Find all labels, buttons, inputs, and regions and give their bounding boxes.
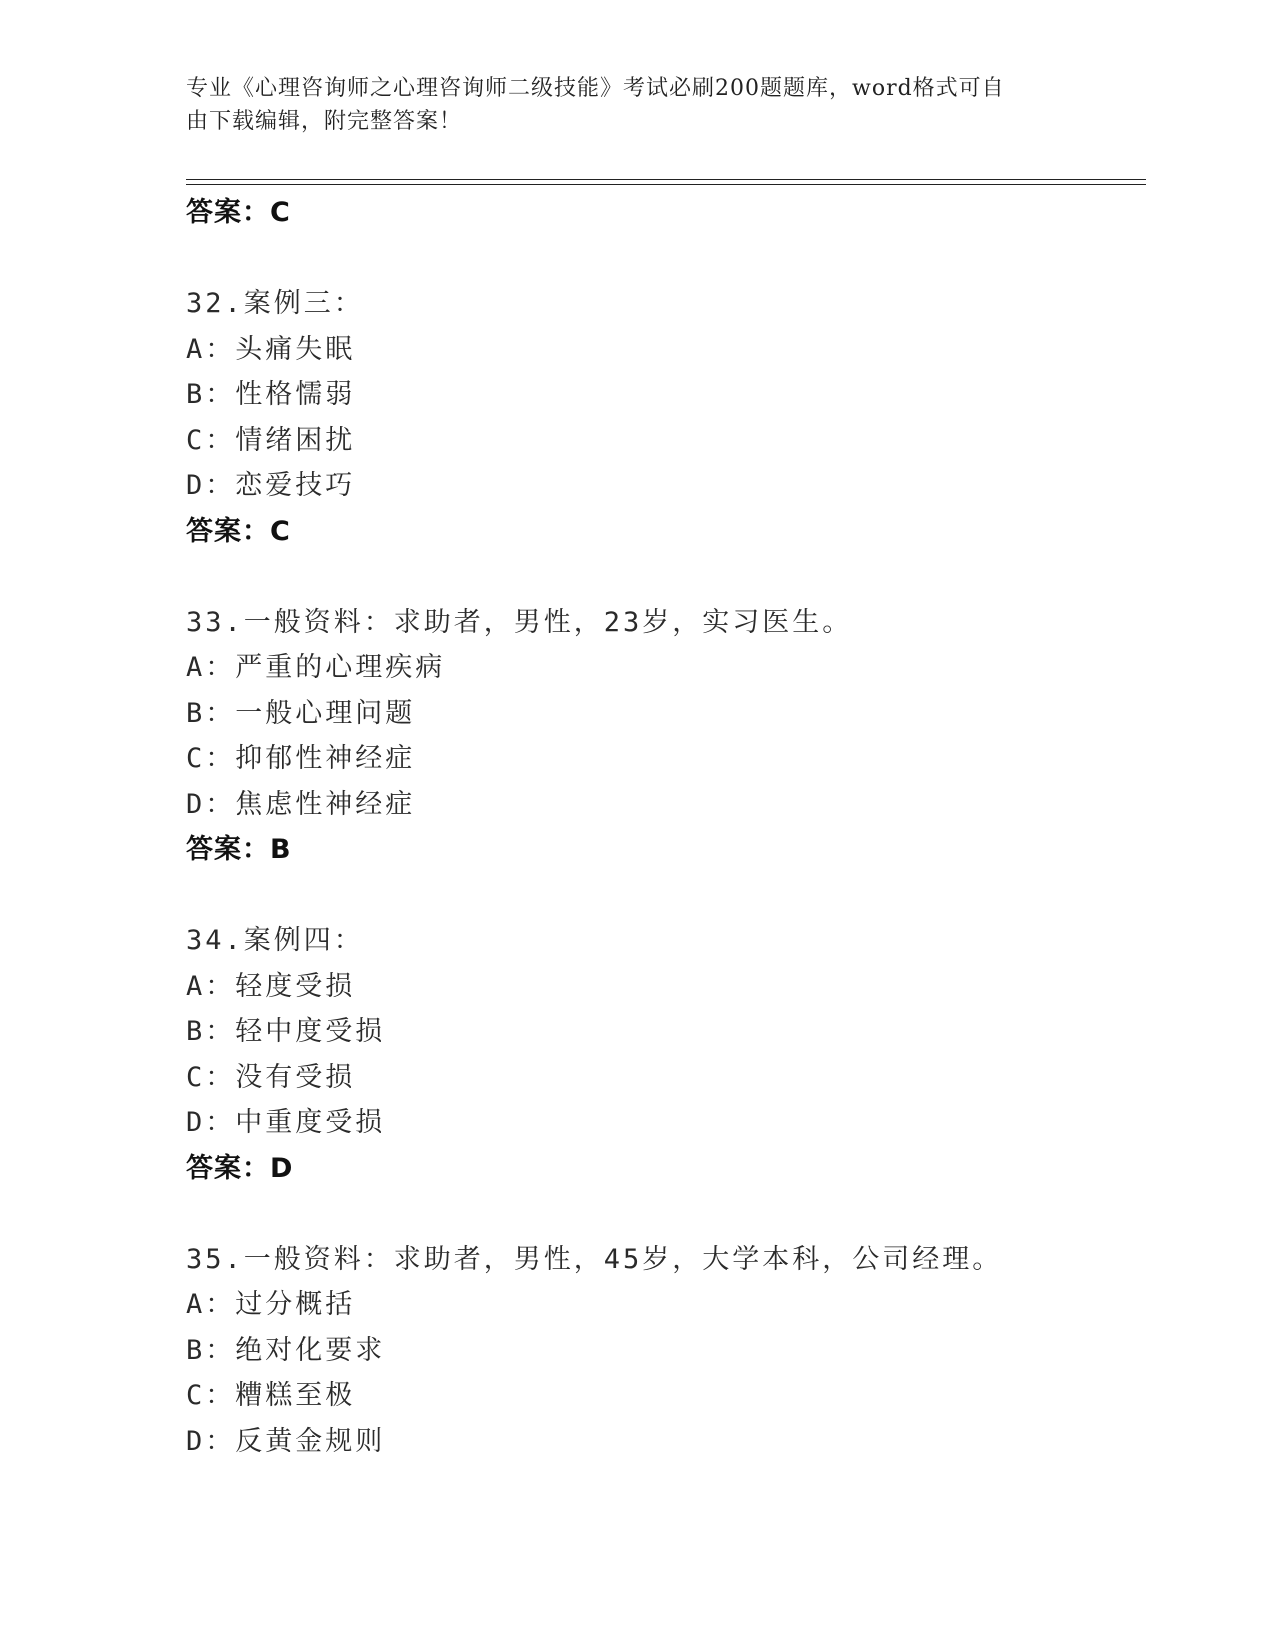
question-title: 32.案例三： (186, 288, 364, 319)
option-c: C：糟糕至极 (186, 1380, 356, 1411)
header-divider-top (186, 179, 1146, 180)
option-d: D：反黄金规则 (186, 1425, 386, 1457)
header-divider-bottom (186, 184, 1146, 185)
header-line-1: 专业《心理咨询师之心理咨询师二级技能》考试必刷200题题库，word格式可自 (186, 76, 1005, 101)
question-block (186, 281, 1146, 554)
option-b: B：轻中度受损 (186, 1016, 386, 1047)
option-c: C：没有受损 (186, 1061, 356, 1093)
spacer (186, 873, 1146, 919)
spacer (186, 1191, 1146, 1237)
answer-line: 答案：C (186, 197, 291, 228)
header-line-2: 由下载编辑，附完整答案！ (186, 109, 463, 134)
question-title: 34.案例四： (186, 925, 364, 956)
option-b: B：一般心理问题 (186, 697, 416, 729)
option-a: A：严重的心理疾病 (186, 652, 446, 683)
option-a: A：过分概括 (186, 1289, 356, 1320)
spacer (186, 554, 1146, 600)
question-block (186, 918, 1146, 1191)
option-d: D：恋爱技巧 (186, 470, 356, 501)
question-list (186, 190, 1146, 1464)
question-block (186, 1237, 1146, 1465)
page-header (186, 72, 1066, 138)
answer-line: 答案：C (186, 515, 291, 547)
question-block (186, 600, 1146, 873)
question-title: 35.一般资料：求助者，男性，45岁，大学本科，公司经理。 (186, 1243, 1003, 1275)
spacer (186, 236, 1146, 282)
option-a: A：头痛失眠 (186, 333, 356, 365)
option-c: C：抑郁性神经症 (186, 743, 416, 774)
answer-line: 答案：D (186, 1152, 294, 1184)
option-a: A：轻度受损 (186, 970, 356, 1002)
option-b: B：性格懦弱 (186, 379, 356, 410)
option-d: D：中重度受损 (186, 1107, 386, 1138)
answer-line: 答案：B (186, 834, 292, 865)
option-c: C：情绪困扰 (186, 424, 356, 456)
option-d: D：焦虑性神经症 (186, 788, 416, 820)
question-title: 33.一般资料：求助者，男性，23岁，实习医生。 (186, 606, 853, 638)
option-b: B：绝对化要求 (186, 1334, 386, 1366)
